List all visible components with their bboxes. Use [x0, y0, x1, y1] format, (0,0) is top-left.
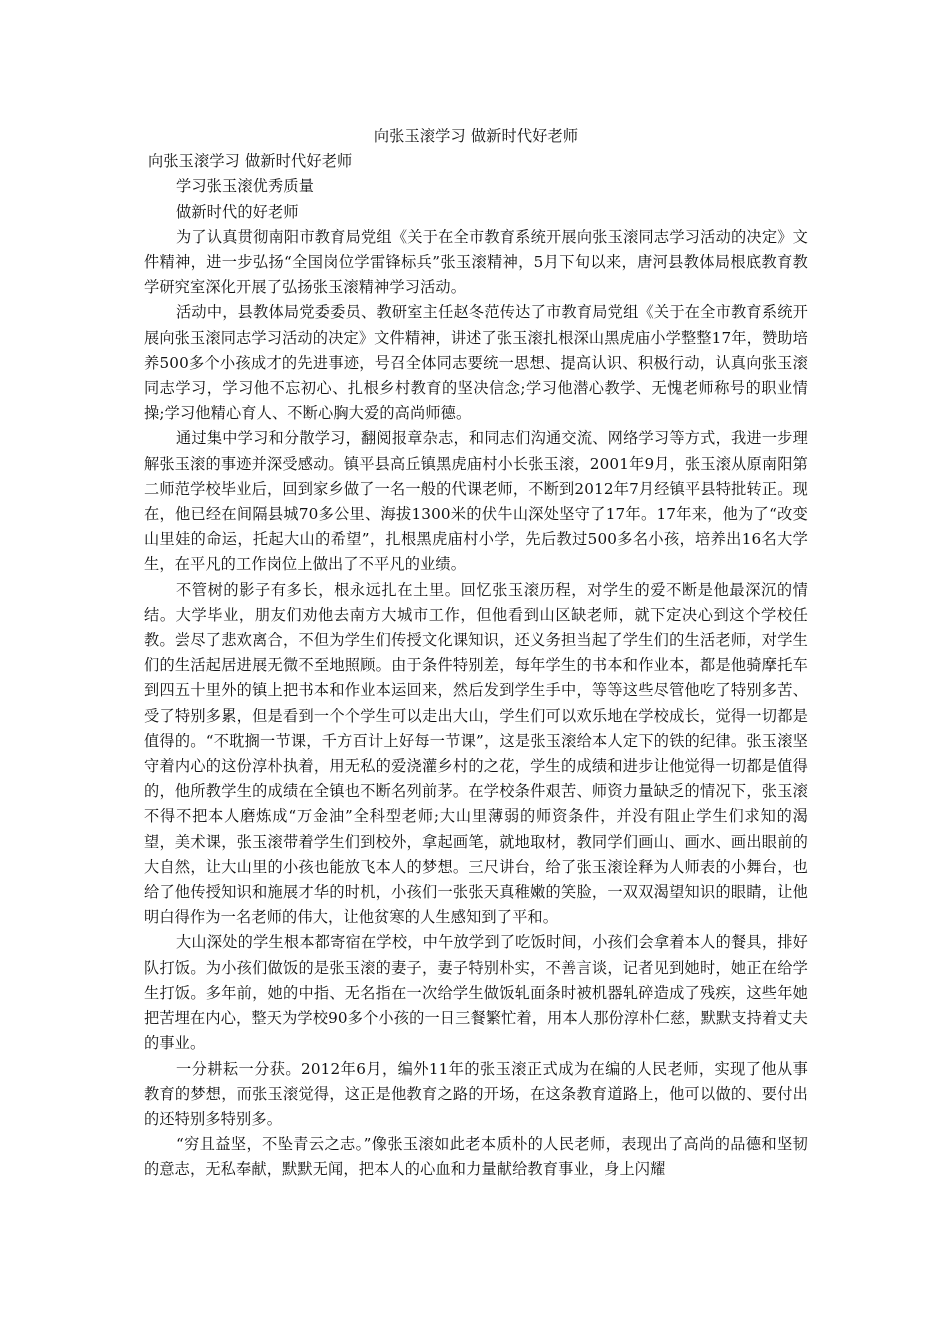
document-subtitle: 向张玉滚学习 做新时代好老师 [148, 152, 353, 171]
paragraph: 活动中，县教体局党委委员、教研室主任赵冬范传达了市教育局党组《关于在全市教育系统开展向张玉滚同志学习活动的决定》文件精神，讲述了张玉滚扎根深山黑虎庙小学整整17年，赞助培养500多个小孩成才的先进事迹，号召全体同志要统一思想、提高认识、积极行动，认真向张玉滚同志学习，学习他不忘初心、扎根乡村教育的坚决信念;学习他潜心教学、无愧老师称号的职业情操;学习他精心育人、不断心胸大爱的高尚师德。 [144, 303, 808, 423]
paragraph: 一分耕耘一分获。2012年6月，编外11年的张玉滚正式成为在编的人民老师，实现了他从事教育的梦想，而张玉滚觉得，这正是他教育之路的开场，在这条教育道路上，他可以做的、要付出的还特别多特别多。 [144, 1059, 808, 1128]
paragraph: 为了认真贯彻南阳市教育局党组《关于在全市教育系统开展向张玉滚同志学习活动的决定》文件精神，进一步弘扬“全国岗位学雷锋标兵”张玉滚精神，5月下旬以来，唐河县教体局根底教育教学研究室深化开展了弘扬张玉滚精神学习活动。 [144, 227, 808, 297]
paragraph: 不管树的影子有多长，根永远扎在土里。回忆张玉滚历程，对学生的爱不断是他最深沉的情结。大学毕业，朋友们劝他去南方大城市工作，但他看到山区缺老师，就下定决心到这个学校任教。尝尽了悲欢离合，不但为学生们传授文化课知识，还义务担当起了学生们的生活老师，对学生们的生活起居进展无微不至地照顾。由于条件特别差，每年学生的书本和作业本，都是他骑摩托车到四五十里外的镇上把书本和作业本运回来，然后发到学生手中，等等这些尽管他吃了特别多苦、受了特别多累，但是看到一个个学生可以走出大山，学生们可以欢乐地在学校成长，觉得一切都是值得的。“不耽搁一节课，千方百计上好每一节课”，这是张玉滚给本人定下的铁的纪律。张玉滚坚守着内心的这份淳朴执着，用无私的爱浇灌乡村的之花，学生的成绩和进步让他觉得一切都是值得的，他所教学生的成绩在全镇也不断名列前茅。在学校条件艰苦、师资力量缺乏的情况下，张玉滚不得不把本人磨炼成“万金油”全科型老师;大山里薄弱的师资条件，并没有阻止学生们求知的渴望，美术课，张玉滚带着学生们到校外，拿起画笔，就地取材，教同学们画山、画水、画出眼前的大自然，让大山里的小孩也能放飞本人的梦想。三尺讲台，给了张玉滚诠释为人师表的小舞台，也给了他传授知识和施展才华的时机，小孩们一张张天真稚嫩的笑脸，一双双渴望知识的眼睛，让他明白得作为一名老师的伟大，让他贫寒的人生感知到了平和。 [144, 580, 808, 927]
heading-line-1: 学习张玉滚优秀质量 [176, 177, 315, 196]
paragraph: 通过集中学习和分散学习，翻阅报章杂志，和同志们沟通交流、网络学习等方式，我进一步理解张玉滚的事迹并深受感动。镇平县高丘镇黑虎庙村小长张玉滚，2001年9月，张玉滚从原南阳第二师范学校毕业后，回到家乡做了一名一般的代课老师，不断到2012年7月经镇平县特批转正。现在，他已经在间隔县城70多公里、海拔1300米的伏牛山深处坚守了17年。17年来，他为了“改变山里娃的命运，托起大山的希望”，扎根黑虎庙村小学，先后教过500多名小孩，培养出16名大学生，在平凡的工作岗位上做出了不平凡的业绩。 [144, 429, 808, 574]
document-title: 向张玉滚学习 做新时代好老师 [373, 127, 579, 145]
paragraph: 大山深处的学生根本都寄宿在学校，中午放学到了吃饭时间，小孩们会拿着本人的餐具，排好队打饭。为小孩们做饭的是张玉滚的妻子，妻子特别朴实，不善言谈，记者见到她时，她正在给学生打饭。多年前，她的中指、无名指在一次给学生做饭轧面条时被机器轧碎造成了残疾，这些年她把苦埋在内心，整天为学校90多个小孩的一日三餐繁忙着，用本人那份淳朴仁慈，默默支持着丈夫的事业。 [144, 933, 808, 1053]
heading-line-2: 做新时代的好老师 [176, 202, 299, 221]
paragraph: “穷且益坚，不坠青云之志。”像张玉滚如此老本质朴的人民老师，表现出了高尚的品德和坚韧的意志，无私奉献，默默无闻，把本人的心血和力量献给教育事业，身上闪耀 [144, 1135, 808, 1179]
document-body [144, 124, 808, 1183]
